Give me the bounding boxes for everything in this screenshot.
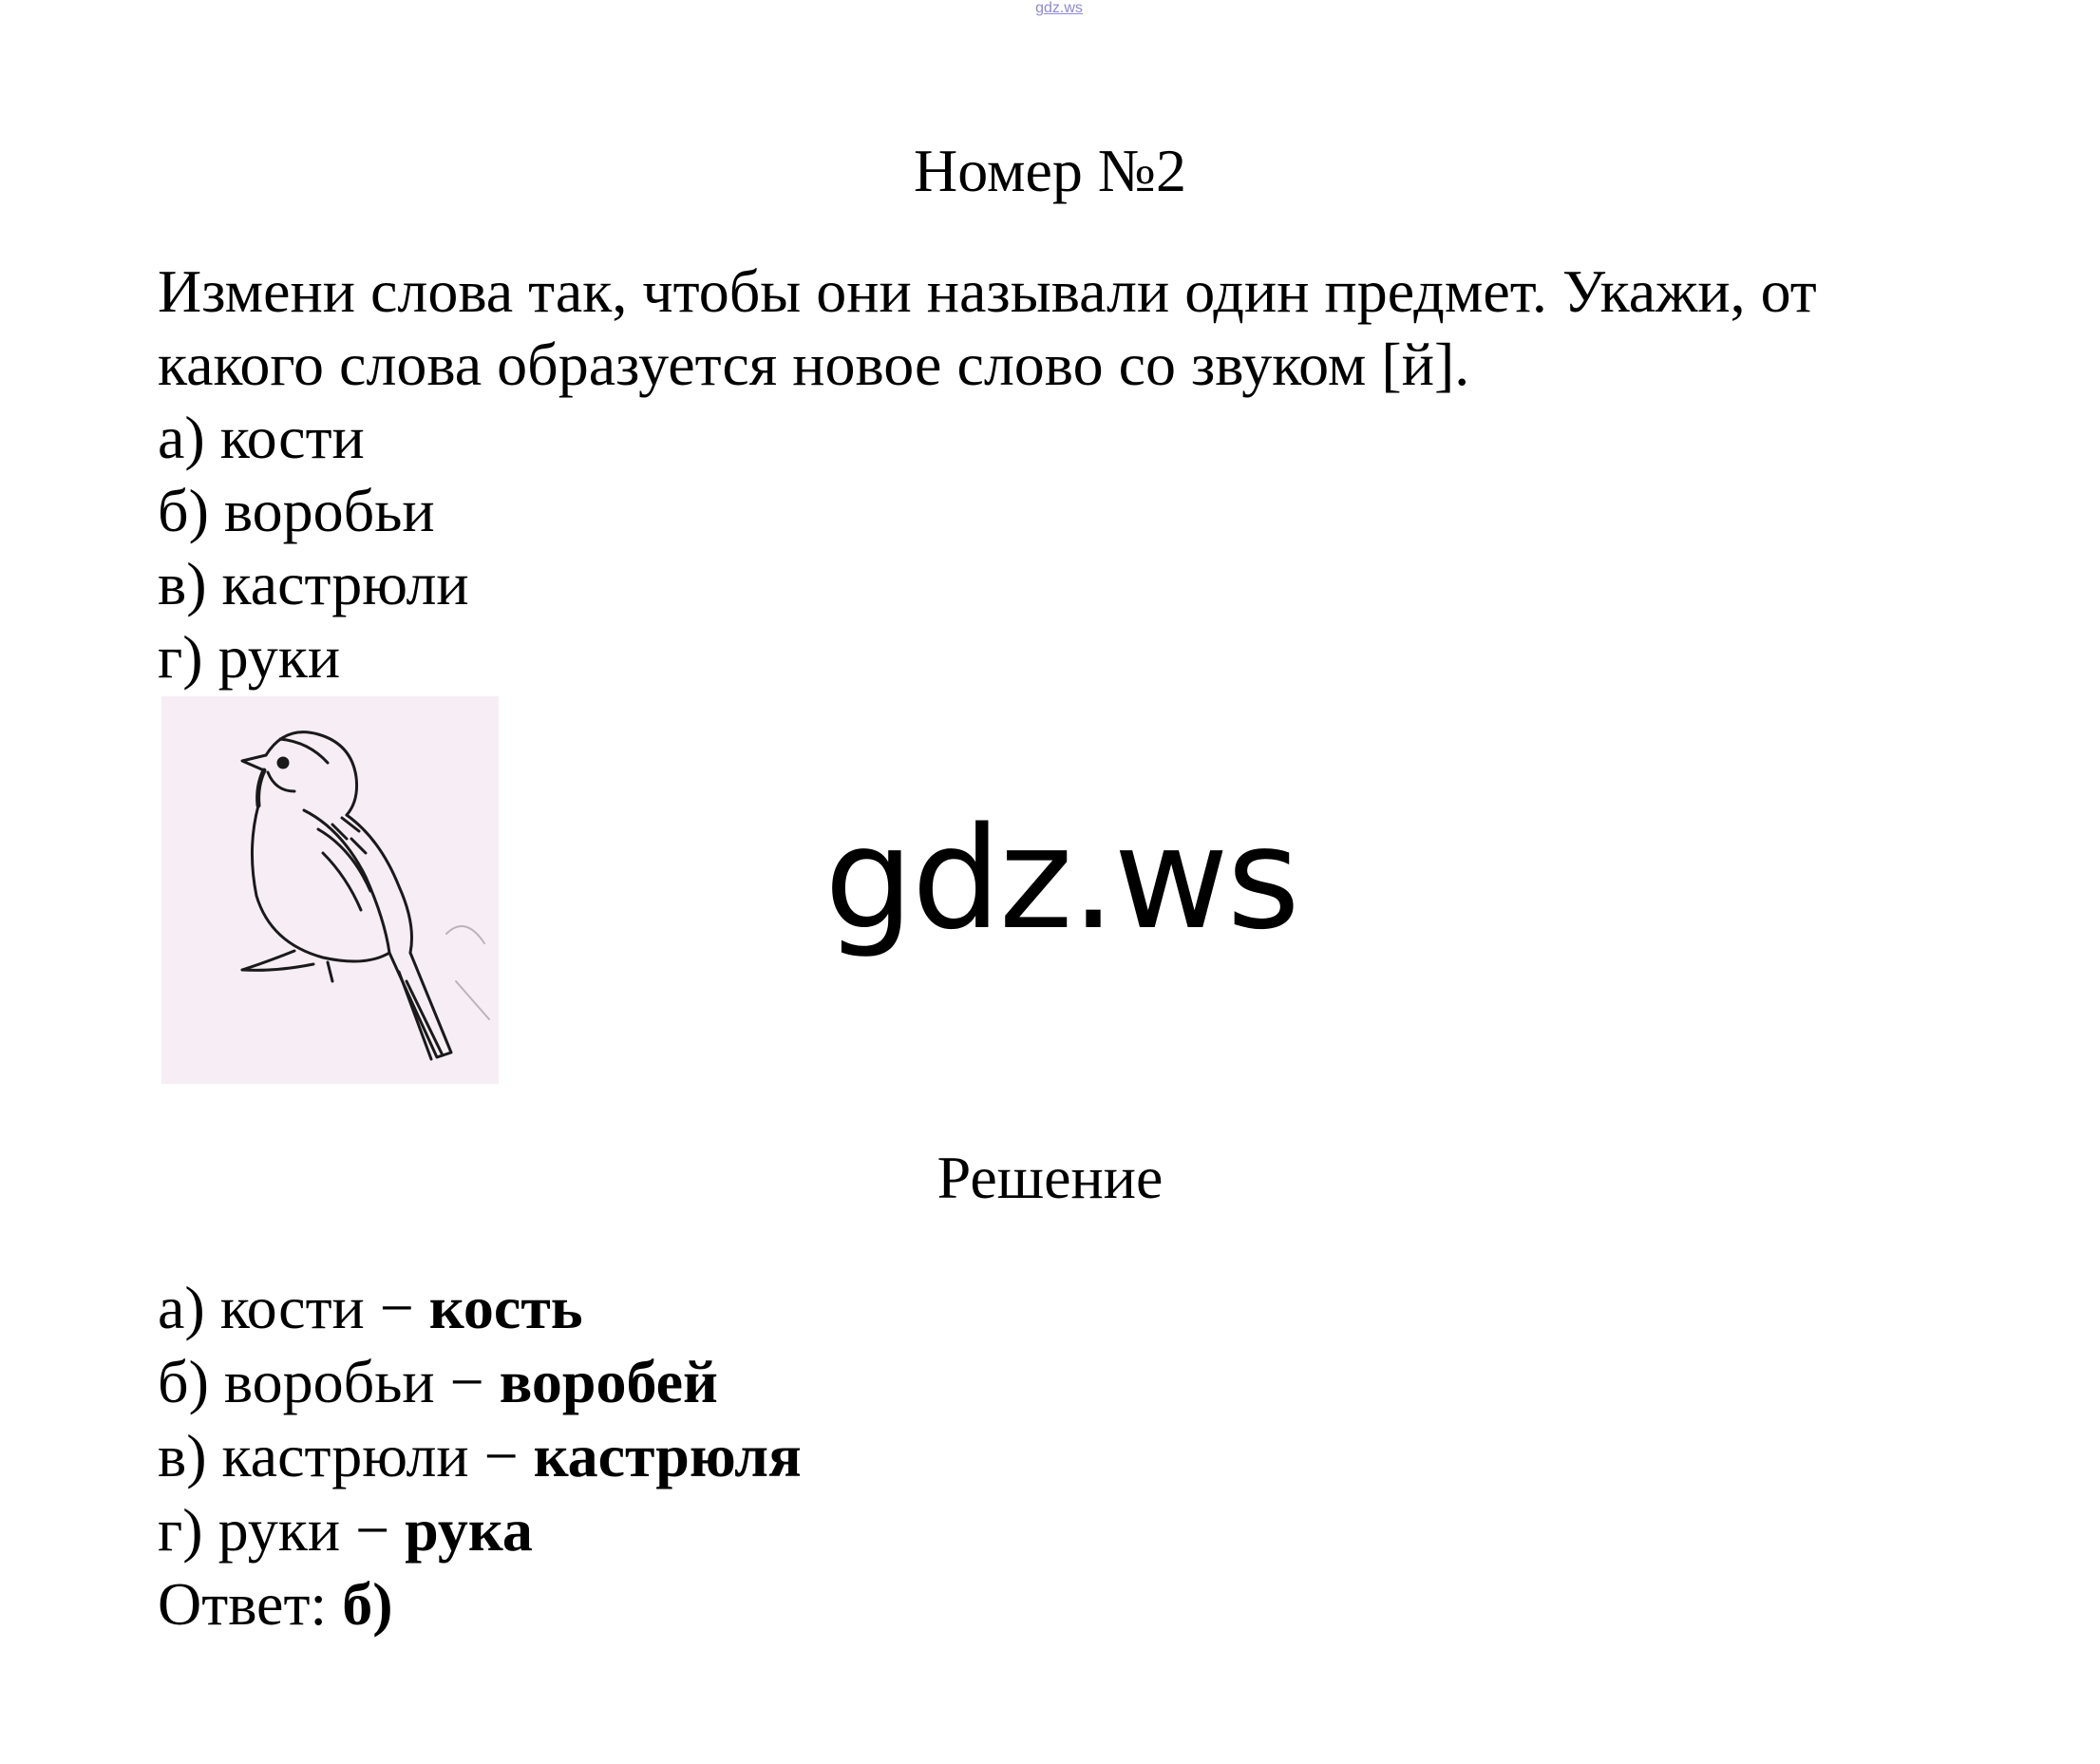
- solution-word: в) кастрюли −: [158, 1422, 534, 1489]
- site-link[interactable]: gdz.ws: [1035, 0, 1083, 16]
- answer-value: б): [342, 1570, 393, 1638]
- solution-answer-word: рука: [405, 1496, 533, 1564]
- instruction-line-1: Измени слова так, чтобы они называли один предмет. Укажи, от: [158, 257, 1817, 325]
- task-title: Номер №2: [914, 137, 1186, 204]
- sparrow-drawing-icon: [161, 696, 499, 1084]
- solution-answer-word: воробей: [499, 1348, 718, 1415]
- solution-row-d: [158, 1493, 2010, 1567]
- answer-label: Ответ:: [158, 1570, 343, 1638]
- option-b: б) воробьи: [158, 477, 435, 544]
- solution-word: б) воробьи −: [158, 1348, 500, 1415]
- solution-word: а) кости −: [158, 1274, 429, 1341]
- solution-text: [158, 1271, 2010, 1641]
- watermark-logo: gdz.ws: [824, 797, 1298, 960]
- solution-word: г) руки −: [158, 1496, 406, 1564]
- instruction-line-2: какого слова образуется новое слово со звуком [й].: [158, 331, 1470, 398]
- option-c: в) кастрюли: [158, 550, 469, 617]
- solution-row-b: [158, 1345, 2010, 1419]
- option-a: а) кости: [158, 404, 365, 471]
- sparrow-illustration: [161, 696, 499, 1084]
- final-answer: [158, 1567, 2010, 1641]
- option-d: г) руки: [158, 623, 341, 691]
- solution-answer-word: кость: [428, 1274, 583, 1341]
- solution-row-c: [158, 1419, 2010, 1493]
- solution-row-a: [158, 1271, 2010, 1345]
- solution-title: Решение: [936, 1144, 1164, 1211]
- solution-answer-word: кастрюля: [533, 1422, 802, 1489]
- task-text: [158, 255, 2010, 693]
